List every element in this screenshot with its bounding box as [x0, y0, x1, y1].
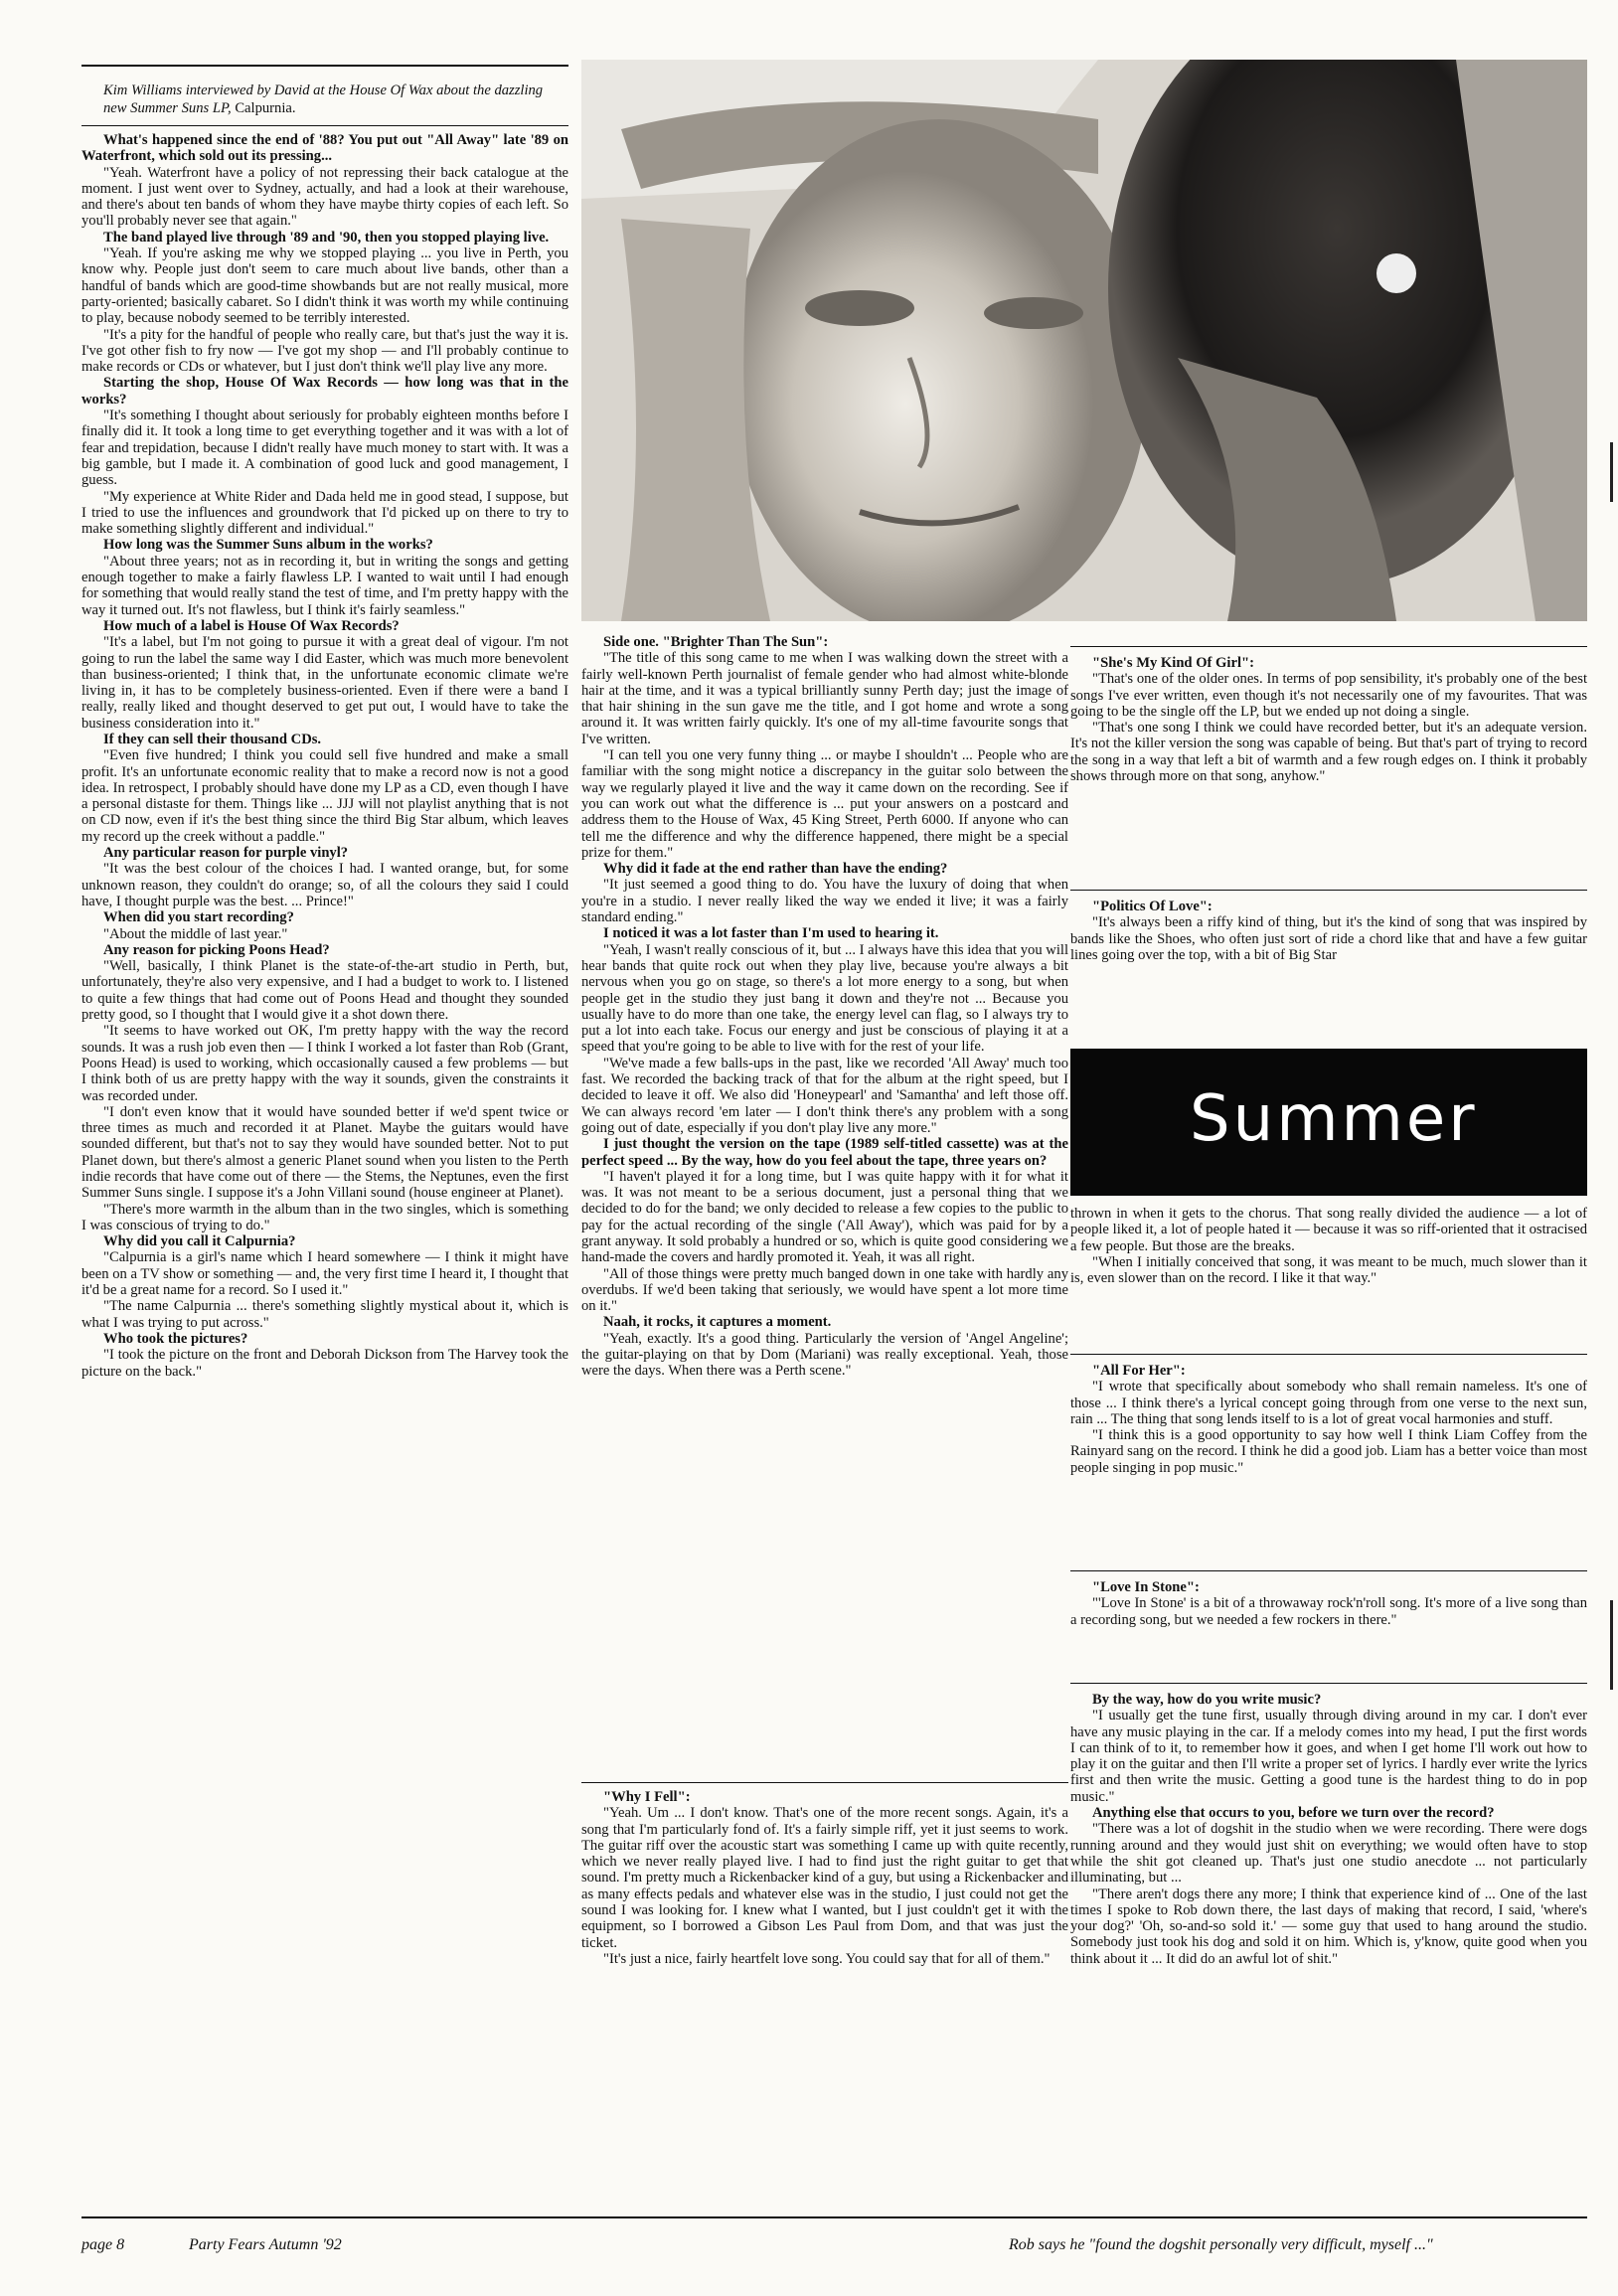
answer-paragraph: "About the middle of last year.": [103, 925, 288, 942]
answer-paragraph: "It's just a nice, fairly heartfelt love song. You could say that for all of them.": [603, 1950, 1051, 1967]
question: If they can sell their thousand CDs.: [103, 731, 322, 747]
answer-paragraph: "Well, basically, I think Planet is the state-of-the-art studio in Perth, but, unfortunately, they're also very expensive, and I had a budget to work to. I listened to quite a few things that had come out of Poons Head and thought they sounded pretty good, so I thought that I would give it a shot down there.: [81, 958, 568, 1024]
question: Any particular reason for purple vinyl?: [103, 845, 349, 862]
question: How long was the Summer Suns album in the works?: [103, 537, 433, 554]
song-title-why-i-fell: "Why I Fell":: [603, 1789, 691, 1805]
bottom-rule: [81, 2216, 1587, 2218]
answer-paragraph: "About three years; not as in recording it, but in writing the songs and getting enough together to make a fairly flawless LP. I wanted to wait until I had enough for something that would really stand the test of time, and I'm pretty happy with the way it turned out. It's not flawless, but I think it's fairly seamless.": [81, 553, 568, 618]
interview-part-3: [1070, 1692, 1587, 1967]
answer-paragraph: "The name Calpurnia ... there's something slightly mystical about it, which is what I was trying to put across.": [81, 1298, 568, 1331]
answer-paragraph: "I think this is a good opportunity to say how well I think Liam Coffey from the Rainyard sang on the record. I think he did a good job. Liam has a better voice than most people singing in pop music.": [1070, 1427, 1587, 1476]
question: I noticed it was a lot faster than I'm used to hearing it.: [603, 925, 939, 942]
magazine-issue: Party Fears Autumn '92: [189, 2236, 342, 2253]
question: How much of a label is House Of Wax Records?: [103, 617, 400, 634]
question: Starting the shop, House Of Wax Records — how long was that in the works?: [81, 375, 568, 408]
box-all-for-her: [1070, 1354, 1587, 1476]
answer-paragraph: "It was the best colour of the choices I had. I wanted orange, but, for some unknown reason, they couldn't do orange; so, of all the colours they said I could have, I thought purple was the best. ... Prince!": [81, 861, 568, 909]
answer-paragraph: "That's one song I think we could have recorded better, but it's an adequate version. It's not the killer version the song was capable of being. But that's part of trying to record the song in a way that left a bit of warmth and a few rough edges on. I think it probably shows through more on that song, anyhow.": [1070, 720, 1587, 785]
answer-paragraph: "Yeah. Um ... I don't know. That's one of the more recent songs. Again, it's a song that I'm particularly fond of. It's a fairly simple riff, yet it just seems to work. The guitar riff over the acoustic start was something I came up with quite recently, which we never really played live. I had to find just the right guitar to get that sound. I'm pretty much a Rickenbacker kind of a guy, but using a Rickenbacker and as many effects pedals and whatever else was in the studio, I just could not get the sound I was looking for. I knew what I wanted, but I just couldn't get it with the equipment, so I borrowed a Gibson Les Paul from Dom, and that was just the ticket.: [581, 1805, 1068, 1951]
answer-paragraph: "I can tell you one very funny thing ... or maybe I shouldn't ... People who are familiar with the song might notice a discrepancy in the guitar solo between the way we regularly played it live and the way it came down on the recording. See if you can work out what the difference is ... put your answers on a postcard and address them to the House of Wax, 45 King Street, Perth 6000. If anyone who can tell me the difference and why the difference happened, there might be a special prize for them.": [581, 747, 1068, 861]
answer-paragraph: "Even five hundred; I think you could sell five hundred and make a small profit. It's an unfortunate economic reality that to make a record now is not a good idea. In retrospect, I probably should have done my LP as a CD, even though I have a personal distaste for them. Things like ... JJJ will not playlist anything that is not on CD now, even if it's the best thing since the third Big Star album, which leaves my record up the creek without a paddle.": [81, 747, 568, 845]
answer-paragraph: "Yeah, exactly. It's a good thing. Particularly the version of 'Angel Angeline'; the guitar-playing on that by Dom (Mariani) was really exceptional. Yeah, those were the days. When there was a Perth scene.": [581, 1330, 1068, 1380]
column-1: [81, 80, 568, 1380]
question: Why did you call it Calpurnia?: [103, 1233, 296, 1250]
question: By the way, how do you write music?: [1092, 1692, 1322, 1708]
answer-paragraph: "It's something I thought about seriously for probably eighteen months before I finally did it. It took a long time to get everything together and it was with a lot of fear and trepidation, because I didn't really have much money to start with. It was a big gamble, but I made it. A combination of good luck and good management, I guess.: [81, 408, 568, 489]
box-love-in-stone: [1070, 1570, 1587, 1628]
question: Any reason for picking Poons Head?: [103, 941, 330, 958]
song-title-all-for-her: "All For Her":: [1092, 1363, 1186, 1379]
box-politics-of-love: [1070, 890, 1587, 963]
answer-paragraph: "That's one of the older ones. In terms of pop sensibility, it's probably one of the best songs I've ever written, even though it's not necessarily one of my favourites. That was going to be the single off the LP, but we ended up not doing a single.: [1070, 671, 1587, 720]
answer-paragraph: "There's more warmth in the album than in the two singles, which is something I was conscious of trying to do.": [81, 1201, 568, 1233]
question: Who took the pictures?: [103, 1330, 248, 1347]
shes-my-kind-of-girl-text: [1070, 671, 1587, 784]
page-edge-mark: [1610, 442, 1613, 502]
song-title-shes-my-kind-of-girl: "She's My Kind Of Girl":: [1092, 655, 1254, 671]
song-title-politics-of-love: "Politics Of Love":: [1092, 899, 1213, 914]
interview-part-1: [81, 132, 568, 1380]
question: Why did it fade at the end rather than have the ending?: [603, 861, 948, 878]
answer-paragraph: "Yeah. If you're asking me why we stopped playing ... you live in Perth, you know why. People just don't seem to care much about live bands, other than a handful of bands which are good-time showbands but are not really musical, more party-oriented; basically cabaret. So I didn't think it was worth my while continuing to play, because nobody seemed to be terribly interested.: [81, 246, 568, 327]
photo-kim-williams: [581, 60, 1587, 621]
question: The band played live through '89 and '90, then you stopped playing live.: [103, 229, 550, 246]
answer-paragraph: "Yeah, I wasn't really conscious of it, but ... I always have this idea that you will hear bands that quite rock out when they play live, because you're always a bit nervous when you go on stage, so there's a lot more energy to a song, but when people get in the studio they just bang it down and they're not ... Because you usually have to do more than one take, the energy level can flag, so I always try to put a lot into each take. Focus our energy and just be conscious of playing it at a speed that you're going to be able to live with for the rest of your life.: [581, 941, 1068, 1056]
question: I just thought the version on the tape (1989 self-titled cassette) was at the perfect speed ... By the way, how do you feel about the tape, three years on?: [581, 1136, 1068, 1169]
answer-paragraph: "My experience at White Rider and Dada held me in good stead, I suppose, but I tried to use the influences and groundwork that I'd picked up on there to try to make something slightly different and individual.": [81, 488, 568, 538]
answer-paragraph: "There was a lot of dogshit in the studio when we were recording. There were dogs running around and they would just shit on everything; we would often have to stop while the shit got cleaned up. That's just one studio anecdote ... not particularly illuminating, but ...: [1070, 1821, 1587, 1886]
page-edge-mark: [1610, 1600, 1613, 1690]
question: Side one. "Brighter Than The Sun":: [603, 634, 829, 650]
song-title-love-in-stone: "Love In Stone":: [1092, 1579, 1200, 1595]
politics-of-love-continued: thrown in when it gets to the chorus. That song really divided the audience — a lot of people liked it, a lot of people hated it — because it was so riff-oriented that it ostracised a few people. But those are the breaks. "When I initially conceived that song, it was meant to be much, much slower than it is, even slower than on the record. I like it that way.": [1070, 1206, 1587, 1287]
intro-blurb: Kim Williams interviewed by David at the House Of Wax about the dazzling new Summer Suns LP, Calpurnia.: [81, 80, 568, 126]
interview-part-2: [581, 634, 1068, 1380]
answer-paragraph: "I don't even know that it would have sounded better if we'd spent twice or three times as much and recorded it at Planet. Maybe the guitars would have sounded different, but that's not to say they would have sounded better. Not to put Planet down, but there's almost a generic Planet sound when you listen to the Perth indie records that have come out of there — the Stems, the Neptunes, even the first Summer Suns single. I suppose it's a John Villani sound (house engineer at Planet).: [81, 1103, 568, 1202]
page-number: page 8: [81, 2236, 125, 2253]
box-shes-my-kind-of-girl: [1070, 646, 1587, 784]
answer-paragraph: "I usually get the tune first, usually through diving around in my car. I don't ever have any music playing in the car. If a melody comes into my head, I put the first words I can think of to it, to remember how it goes, and when I get home I'll work out how to play it on the guitar and then I'll write a proper set of lyrics. I hardly ever write the lyrics first and then write the music. Getting a good tune is the hardest thing to do in pop music.": [1070, 1708, 1587, 1805]
answer-paragraph: "All of those things were pretty much banged down in one take with hardly any overdubs. If we'd been taking that seriously, we would have spent a lot more time on it.": [581, 1265, 1068, 1315]
footer-quote: Rob says he "found the dogshit personally very difficult, myself ...": [1009, 2236, 1433, 2253]
answer-paragraph: "I haven't played it for a long time, but I was quite happy with it for what it was. It was not meant to be a serious document, just a personal thing that we decided to do for the band; we only decided to release a few copies to the public to pay for the actual recording of the single ('All Away'), which was paid for by a grant anyway. It sold probably a hundred or so, which is quite good considering we hand-made the covers and hardly promoted it. Yeah, it was all right.: [581, 1168, 1068, 1266]
answer-paragraph: "Calpurnia is a girl's name which I heard somewhere — I think it might have been on a TV show or something — and, the very first time I heard it, I thought that it'd be a great name for a record. So I used it.": [81, 1249, 568, 1299]
portrait-photo-icon: [581, 60, 1587, 621]
question: Anything else that occurs to you, before we turn over the record?: [1092, 1805, 1495, 1822]
answer-paragraph: "Yeah. Waterfront have a policy of not repressing their back catalogue at the moment. I just went over to Sydney, actually, and had a look at their warehouse, and there's about ten bands of whom they have maybe thirty copies of each left. So you'll probably never see that again.": [81, 164, 568, 230]
why-i-fell-text: [581, 1805, 1068, 1967]
answer-paragraph: "It's a pity for the handful of people who really care, but that's just the way it is. I've got other fish to fry now — I've got my shop — and I'll probably continue to make records or CDs or whatever, but I just don't think we'll play live any more.: [81, 326, 568, 376]
answer-paragraph: "It seems to have worked out OK, I'm pretty happy with the way the record sounds. It was a rush job even then — I think I worked a lot faster than Rob (Grant, Poons Head) is used to working, which occasionally caused a few problems — but I think both of us are pretty happy with the way it sounds, given the constraints it was recorded under.: [81, 1023, 568, 1104]
answer-paragraph: "I wrote that specifically about somebody who shall remain nameless. It's one of those ... I think there's a lyrical concept going through from one verse to the next sun, rain ... The thing that song lends itself to is a lot of great vocal harmonies and stuff.: [1070, 1379, 1587, 1427]
answer-paragraph: "There aren't dogs there any more; I think that experience kind of ... One of the last times I spoke to Rob down there, the last days of making that record, I said, 'where's your dog?' 'Oh, so-and-so sold it.' — some guy that used to hang around the studio. Somebody just took his dog and sold it on him. Which is, y'know, quite good when you think about it ... It did do an awful lot of shit.": [1070, 1886, 1587, 1967]
answer-paragraph: "'Love In Stone' is a bit of a throwaway rock'n'roll song. It's more of a live song than a recording song, but we needed a few rockers in there.": [1070, 1595, 1587, 1628]
box-why-i-fell: [581, 1782, 1068, 1967]
question: When did you start recording?: [103, 909, 294, 926]
answer-paragraph: "I took the picture on the front and Deborah Dickson from The Harvey took the picture on the back.": [81, 1347, 568, 1380]
love-in-stone-text: [1070, 1595, 1587, 1628]
answer-paragraph: "It just seemed a good thing to do. You have the luxury of doing that when you're in a studio. I never really liked the way we ended it live; it was a fairly standard ending.": [581, 877, 1068, 926]
summer-banner: [1070, 1049, 1587, 1196]
answer-paragraph: "The title of this song came to me when I was walking down the street with a fairly well-known Perth journalist of female gender who had almost white-blonde hair at the time, and it was a typical brilliantly sunny Perth day; just the image of that hair shining in the sun gave me the title, and I got home and wrote a song around it. It was written fairly quickly. It's one of my all-time favourite songs that I've written.: [581, 650, 1068, 747]
box-writing-music: [1070, 1683, 1587, 1967]
all-for-her-text: [1070, 1379, 1587, 1476]
top-rule: [81, 65, 568, 67]
banner-text: Summer: [1190, 1082, 1478, 1156]
column-2: [581, 634, 1068, 1380]
answer-paragraph: "It's a label, but I'm not going to pursue it with a great deal of vigour. I'm not going to run the label the same way I did Easter, which was much more benevolent than business-oriented; I think that, in the unfortunate economic climate we're living in, it has to be completely business-oriented. Even if there were a band I really, really liked and thought deserved to get put out, I would have to take the business consideration into it.": [81, 634, 568, 732]
question: What's happened since the end of '88? You put out "All Away" late '89 on Waterfront, which sold out its pressing...: [81, 132, 568, 165]
question: Naah, it rocks, it captures a moment.: [603, 1314, 832, 1331]
politics-of-love-text-start: "It's always been a riffy kind of thing, but it's the kind of song that was inspired by bands like the Shoes, who often just sort of ride a chord like that and have a few guitar lines going over the top, with a bit of Big Star: [1070, 914, 1587, 963]
answer-paragraph: "We've made a few balls-ups in the past, like we recorded 'All Away' much too fast. We recorded the backing track of that for the album at the right speed, but I decided to leave it off. We also did 'Honeypearl' and 'Samantha' and left those off. We can always record 'em later — I don't think there's any problem with a song going out of date, especially if you don't play live any more.": [581, 1055, 1068, 1136]
